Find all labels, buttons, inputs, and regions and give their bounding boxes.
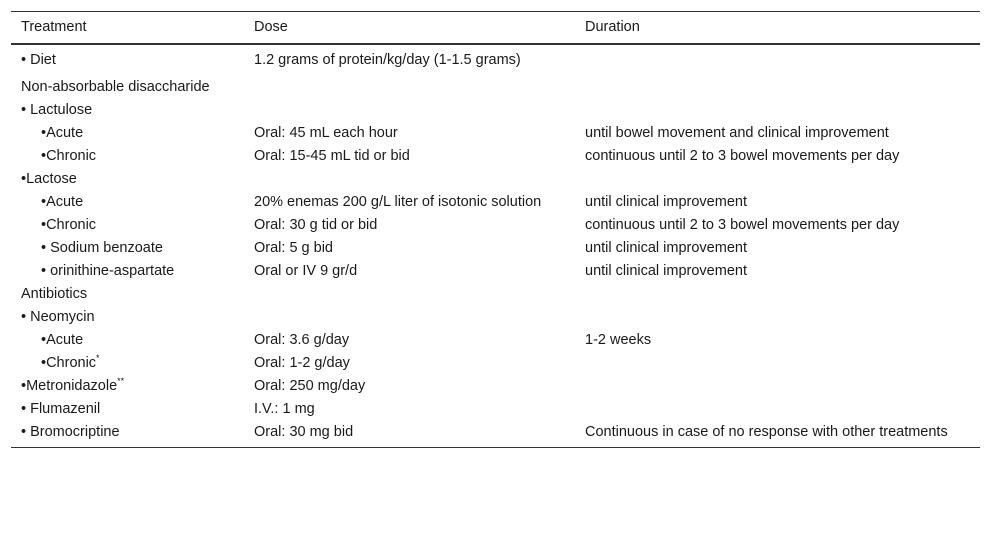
table-row (11, 122, 980, 145)
treatment-cell: Non-absorbable disaccharide (21, 78, 210, 95)
duration-cell: until clinical improvement (585, 193, 747, 210)
header-duration: Duration (575, 12, 980, 44)
dose-cell: Oral: 5 g bid (254, 239, 333, 256)
table-row (11, 237, 980, 260)
treatment-text: •Chronic (41, 354, 97, 371)
footnote-marker: * (96, 352, 100, 363)
header-treatment: Treatment (11, 12, 244, 44)
dose-cell (244, 76, 575, 99)
duration-cell: continuous until 2 to 3 bowel movements per day (585, 147, 900, 164)
dose-cell: Oral: 15-45 mL tid or bid (254, 147, 410, 164)
treatment-cell: •Acute (41, 331, 84, 348)
duration-cell: until bowel movement and clinical improvement (585, 124, 889, 141)
dose-cell (244, 168, 575, 191)
treatment-cell: • orinithine-aspartate (41, 262, 175, 279)
table-row (11, 168, 980, 191)
treatment-cell: •Chronic (41, 147, 97, 164)
header-dose: Dose (244, 12, 575, 44)
duration-cell: until clinical improvement (585, 239, 747, 256)
duration-cell (575, 306, 980, 329)
dose-cell: Oral: 1-2 g/day (254, 354, 350, 371)
dose-cell (244, 99, 575, 122)
table-row (11, 260, 980, 283)
dose-cell: Oral: 45 mL each hour (254, 124, 398, 141)
treatment-cell: •Chronic (41, 216, 97, 233)
table-row (11, 99, 980, 122)
dose-cell: Oral: 30 g tid or bid (254, 216, 378, 233)
duration-cell (575, 99, 980, 122)
treatment-text: •Metronidazole (21, 377, 118, 394)
table-row (11, 283, 980, 306)
table-row (11, 191, 980, 214)
table-row (11, 329, 980, 352)
table-row (11, 76, 980, 99)
table-row (11, 421, 980, 448)
footnote-marker: ** (117, 375, 125, 386)
duration-cell (575, 76, 980, 99)
treatment-cell: • Sodium benzoate (41, 239, 163, 256)
table-row (11, 44, 980, 76)
duration-cell (575, 44, 980, 76)
duration-cell (575, 168, 980, 191)
treatment-cell (11, 352, 244, 375)
duration-cell: Continuous in case of no response with other treatments (575, 421, 980, 448)
treatment-table (11, 11, 980, 448)
treatment-cell: •Lactose (21, 170, 77, 187)
dose-cell: Oral: 30 mg bid (244, 421, 575, 448)
dose-cell: Oral: 3.6 g/day (254, 331, 350, 348)
table-row (11, 145, 980, 168)
table-row (11, 398, 980, 421)
treatment-cell: • Bromocriptine (11, 421, 244, 448)
duration-cell: until clinical improvement (585, 262, 747, 279)
duration-cell (575, 352, 980, 375)
dose-cell: I.V.: 1 mg (254, 400, 315, 417)
dose-cell (244, 283, 575, 306)
treatment-cell: • Neomycin (21, 308, 95, 325)
treatment-cell: •Acute (41, 193, 84, 210)
table-row (11, 306, 980, 329)
duration-cell: continuous until 2 to 3 bowel movements per day (585, 216, 900, 233)
treatment-cell: • Flumazenil (21, 400, 101, 417)
duration-cell (575, 375, 980, 398)
table-row (11, 375, 980, 398)
dose-cell: 20% enemas 200 g/L liter of isotonic solution (254, 193, 542, 210)
table-row (11, 214, 980, 237)
treatment-cell: •Acute (41, 124, 84, 141)
table-row (11, 352, 980, 375)
treatment-cell: Antibiotics (21, 285, 88, 302)
treatment-cell (11, 375, 244, 398)
treatment-cell: • Lactulose (21, 101, 93, 118)
dose-cell: Oral or IV 9 gr/d (254, 262, 358, 279)
duration-cell (575, 398, 980, 421)
dose-cell: 1.2 grams of protein/kg/day (1-1.5 grams) (254, 51, 521, 68)
duration-cell: 1-2 weeks (585, 331, 652, 348)
treatment-cell: • Diet (21, 51, 56, 68)
dose-cell: Oral: 250 mg/day (254, 377, 366, 394)
duration-cell (575, 283, 980, 306)
dose-cell (244, 306, 575, 329)
table-header-row (11, 12, 980, 44)
